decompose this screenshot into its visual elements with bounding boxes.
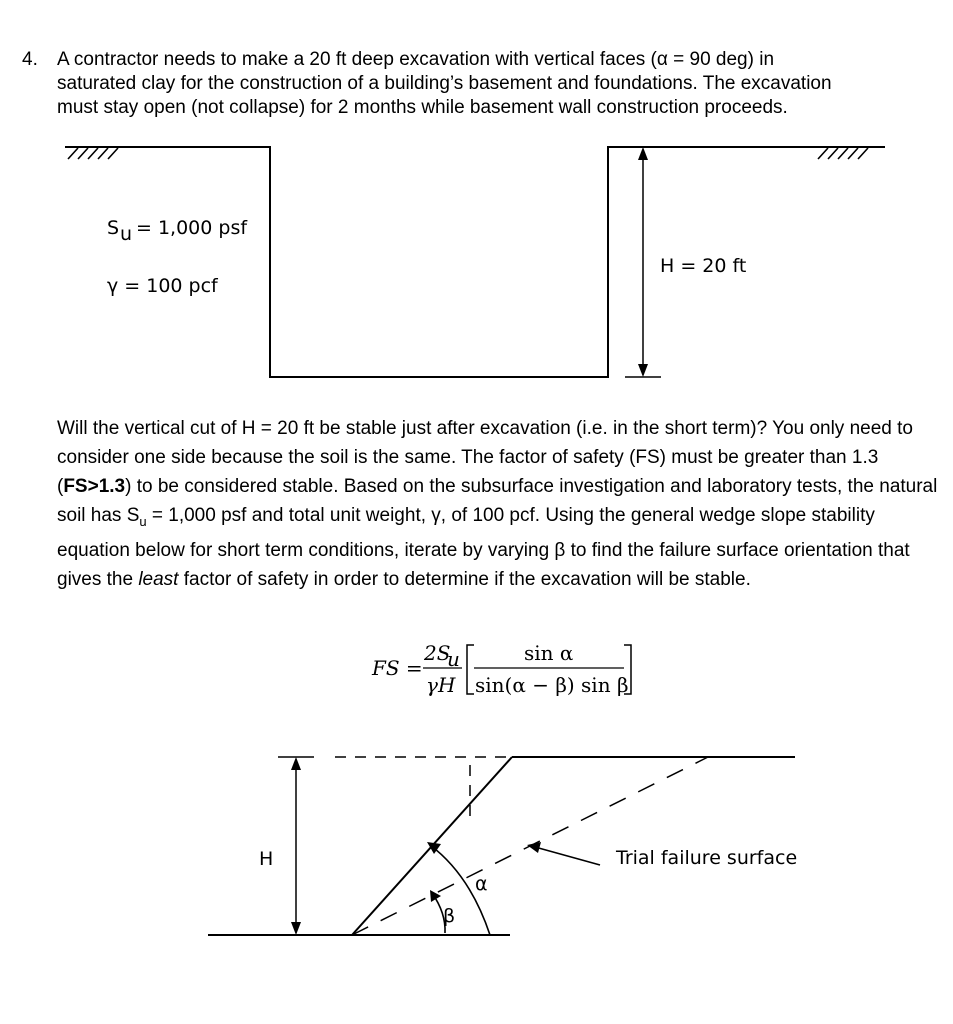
eq-lhs: FS = bbox=[372, 656, 423, 680]
eq-den: γH bbox=[426, 673, 456, 697]
fs-criterion: FS>1.3 bbox=[63, 476, 126, 497]
gamma-label: γ = 100 pcf bbox=[107, 275, 218, 297]
fs-equation bbox=[0, 630, 953, 710]
su-value: = 1,000 psf bbox=[136, 217, 248, 239]
su-subscript-text: u bbox=[139, 513, 147, 529]
intro-line-2: saturated clay for the construction of a building’s basement and foundations. The excavation bbox=[57, 73, 832, 94]
body-part-3: = 1,000 psf and total unit weight, γ, of 100 pcf. Using the general wedge slope stability equation below for short term conditions, iterate by varying β to find the failure surface orientation that gives the bbox=[57, 505, 910, 590]
body-part-4: factor of safety in order to determine if the excavation will be stable. bbox=[178, 568, 751, 590]
beta-label: β bbox=[443, 905, 456, 927]
least-emphasis: least bbox=[138, 568, 179, 590]
wedge-figure bbox=[0, 745, 953, 945]
excavation-profile bbox=[65, 147, 885, 377]
alpha-label: α bbox=[475, 873, 488, 895]
h-arrow-top bbox=[638, 147, 648, 160]
h-arrow-bottom bbox=[638, 364, 648, 377]
su-subscript: u bbox=[120, 223, 133, 245]
h-label-2: H bbox=[259, 848, 274, 870]
intro-line-1: A contractor needs to make a 20 ft deep excavation with vertical faces (α = 90 deg) in bbox=[57, 49, 775, 70]
excavation-figure bbox=[0, 135, 953, 385]
trial-arrow bbox=[527, 842, 541, 853]
ground-hatch-right bbox=[818, 148, 868, 159]
intro-line-3: must stay open (not collapse) for 2 months while basement wall construction proceeds. bbox=[57, 97, 788, 118]
question-number: 4. bbox=[22, 49, 38, 70]
eq-num-sub: u bbox=[447, 647, 460, 671]
eq-inner-den: sin(α − β) sin β bbox=[475, 673, 629, 697]
trial-failure-label: Trial failure surface bbox=[616, 847, 798, 869]
su-symbol: S bbox=[107, 217, 120, 239]
eq-inner-num: sin α bbox=[524, 641, 574, 665]
eq-left-bracket bbox=[467, 645, 474, 694]
h-label: H = 20 ft bbox=[660, 255, 747, 277]
body-part-2: ) to be considered stable. Based on the subsurface investigation and laboratory tests, the natural soil has S bbox=[57, 476, 938, 526]
question-body bbox=[57, 414, 947, 594]
body-part-1: Will the vertical cut of H = 20 ft be stable just after excavation (i.e. in the short term)? You only need to consider one side because the soil is the same. The factor of safety (FS) must be greater than 1.3 ( bbox=[57, 418, 913, 497]
eq-num-coeff: 2S bbox=[424, 641, 451, 665]
ground-hatch-left bbox=[68, 148, 118, 159]
h-arrow-top-2 bbox=[291, 757, 301, 770]
trial-leader-line bbox=[535, 847, 600, 865]
h-arrow-bottom-2 bbox=[291, 922, 301, 935]
question-intro bbox=[57, 48, 947, 120]
